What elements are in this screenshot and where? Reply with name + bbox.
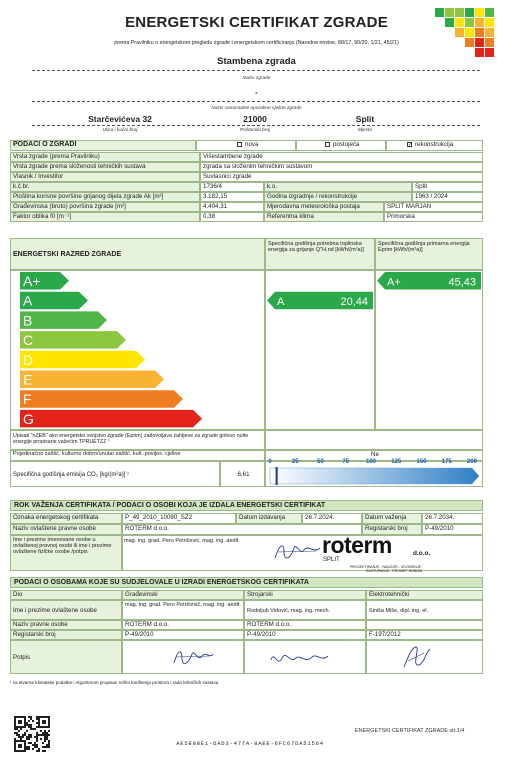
roterm-logo-suffix: d.o.o. [413, 550, 431, 557]
energy-class-label: C [23, 332, 34, 349]
climate-label: Referentna klima [264, 212, 384, 222]
co2-scale-tick: 75 [342, 459, 350, 465]
heat-column-heading: Specifična godišnja potrebna toplinska energija za grijanje Q''H,nd [kWh/(m²a)] [265, 238, 375, 270]
signature-image [170, 645, 215, 669]
ko-label: k.o. [264, 182, 412, 192]
persons-mechanical-company: ROTERM d.o.o. [244, 620, 366, 630]
row-label: Vrsta zgrade (prema Pravilniku) [10, 152, 200, 162]
kc-value: 1736/4 [200, 182, 264, 192]
roterm-tagline-1: PROJEKTIRANJE - NADZOR - IZVOĐENJE [350, 565, 422, 569]
row-value: Suvlasnici zgrade [200, 172, 483, 182]
persons-mechanical-reg: P-49/2010 [244, 630, 366, 640]
expiry-value: 26.7.2034. [422, 513, 483, 524]
primary-column-heading: Specifična godišnja primarna energija Eprim [kWh/(m²a)] [375, 238, 483, 270]
cultural-label: Pojedinačno zaštić. kulturno dobro/unutar zaštić. kult.-povijes. cjeline [10, 450, 265, 461]
co2-scale-tick: 0 [268, 459, 272, 465]
building-name: Stambena zgrada [217, 56, 296, 67]
year-value: 1963 / 2024 [412, 192, 483, 202]
row-value: Višestambene zgrade [200, 152, 483, 162]
document-title: ENERGETSKI CERTIFIKAT ZGRADE [125, 14, 388, 31]
energy-class-label: G [23, 410, 34, 427]
energy-class-label: E [23, 371, 33, 388]
energy-class-label: A [23, 292, 33, 309]
energy-class-label: F [23, 391, 32, 408]
shape-value: 0,38 [200, 212, 264, 222]
energy-section-heading: ENERGETSKI RAZRED ZGRADE [10, 238, 265, 270]
co2-scale-tick: 200 [466, 459, 478, 465]
page-number: ENERGETSKI CERTIFIKAT ZGRADE str.1/4 [355, 728, 465, 734]
city-value: Split [355, 114, 375, 124]
persons-head-civil: Građevinski [122, 590, 244, 600]
person-value: mag. ing. grad. Pero Petričević, mag. ing. aedif. [124, 538, 240, 544]
ko-value: Split [412, 182, 483, 192]
roterm-logo-city: SPLIT [323, 557, 340, 563]
street-value: Starčevićeva 32 [88, 114, 152, 124]
option-existing-label: postojeća [333, 141, 360, 148]
climate-value: Primorska [384, 212, 483, 222]
energy-class-label: D [23, 351, 34, 368]
persons-civil-company: ROTERM d.o.o. [122, 620, 244, 630]
reg-value: P-49/2010 [422, 524, 483, 535]
validity-section-heading: ROK VAŽENJA CERTIFIKATA / PODACI O OSOBI KOJA JE IZDALA ENERGETSKI CERTIFIKAT [10, 500, 483, 511]
nzeb-note: Upisati "nZEB" ako energetsko svojstvo zgrade (Eprim) zadovoljava zahtjeve za zgrade gotovo nulte energije propisane važećim TPRUETZZ ¹ [10, 430, 265, 450]
persons-head-part: Dio [10, 590, 122, 600]
co2-scale-tick: 175 [441, 459, 452, 465]
issue-label: Datum izdavanja [236, 513, 302, 524]
station-label: Mjerodavna meteorološka postaja [264, 202, 384, 212]
persons-head-electrical: Elektrotehnički [366, 590, 483, 600]
persons-electrical-reg: F-197/2012 [366, 630, 483, 640]
city-label: Mjesto [357, 128, 373, 133]
barcode-text: AE5E88E1-DAD3-477A-8AEE-6FC67DA51564 [176, 740, 324, 747]
company-label: Naziv ovlaštene pravne osobe [10, 524, 122, 535]
persons-section-heading: PODACI O OSOBAMA KOJE SU SUDJELOVALE U IZRADI ENERGETSKOG CERTIFIKATA [10, 577, 483, 588]
roterm-logo: roterm [322, 532, 392, 558]
co2-value: 6,61 [220, 461, 265, 487]
signature-image [270, 538, 325, 563]
row-label: Vrsta zgrade prema složenosti tehničkih sustava [10, 162, 200, 172]
footnote: ¹ za stvarne klimatske podatke i Algoritmom propisan režim korištenja prostora i rada tehničkih sustava [10, 680, 219, 685]
issue-value: 26.7.2024. [302, 513, 362, 524]
signature-image [268, 648, 330, 670]
co2-scale-tick: 100 [365, 459, 377, 465]
reg-label: Registarski broj [362, 524, 422, 535]
area-label: Ploština korisne površine grijanog dijela zgrade Ak [m²] [10, 192, 200, 202]
roterm-tagline-2: ZASTUPANJE · PROMET ROBOM [366, 569, 423, 573]
persons-electrical-name: Siniša Miše, dipl. ing. el. [366, 600, 483, 620]
document-subtitle: prema Pravilniku o energetskom pregledu zgrade i energetskom certificiranju (Narodne novine, 88/17, 90/20, 1/21, 45/21) [114, 40, 399, 46]
cultural-value: Ne [265, 450, 483, 461]
co2-scale-tick: 50 [317, 459, 324, 465]
checkbox-reconstruction-checked[interactable]: ✓ [408, 141, 413, 148]
co2-marker [276, 467, 278, 485]
co2-scale-tick: 125 [391, 459, 402, 465]
persons-head-mechanical: Strojarski [244, 590, 366, 600]
persons-row-label: Ime i prezime ovlaštene osobe [10, 600, 122, 620]
unit-name: - [255, 88, 258, 97]
area-value: 3.182,15 [200, 192, 264, 202]
expiry-label: Datum važenja [362, 513, 422, 524]
qr-code[interactable] [14, 716, 50, 752]
persons-row-label: Potpis [10, 640, 122, 674]
street-label: Ulica i kućni broj [102, 128, 138, 133]
heat-class-value: 20,44 [340, 296, 368, 309]
cert-value: P_49_2010_10090_SZ2 [122, 513, 236, 524]
primary-class-value: 45,43 [448, 276, 476, 289]
heat-class-letter: A [277, 296, 285, 309]
persons-civil-reg: P-49/2010 [122, 630, 244, 640]
station-value: SPLIT MARJAN [384, 202, 483, 212]
persons-civil-name: mag. ing. grad. Pero Petričević, mag. ing. aedif. [122, 600, 244, 620]
company-value: ROTERM d.o.o. [122, 524, 362, 535]
co2-label: Specifična godišnja emisija CO₂ [kg/(m²a)] ¹ [10, 461, 220, 487]
cert-label: Oznaka energetskog certifikata [10, 513, 122, 524]
kc-label: k.č.br. [10, 182, 200, 192]
energy-class-label: A+ [23, 273, 41, 289]
gross-label: Građevinska (bruto) površina zgrade [m²] [10, 202, 200, 212]
co2-scale-tick: 25 [291, 459, 299, 465]
postcode-label: Poštanski broj [239, 128, 271, 133]
persons-row-label: Registarski broj [10, 630, 122, 640]
building-section-heading: PODACI O ZGRADI [10, 140, 196, 151]
energy-class-label: B [23, 312, 33, 329]
persons-electrical-company [366, 620, 483, 630]
row-value: zgrada sa složenim tehničkim sustavom [200, 162, 483, 172]
persons-row-label: Naziv pravne osobe [10, 620, 122, 630]
row-label: Vlasnik / Investitor [10, 172, 200, 182]
unit-name-label: Naziv samostalne uporabne cjeline zgrade [211, 106, 302, 111]
co2-gradient-arrow [270, 468, 479, 484]
primary-class-letter: A+ [387, 276, 401, 289]
gross-value: 4.404,31 [200, 202, 264, 212]
option-reconstruction-label: rekonstrukcija [415, 141, 454, 148]
co2-scale-tick: 150 [416, 459, 427, 465]
persons-mechanical-name: Rodoljub Vidović, mag. ing. mech. [244, 600, 366, 620]
building-name-label: Naziv zgrade [242, 76, 271, 81]
person-label: Ime i prezime imenovane osobe u ovlaštenoj pravnoj osobi ili ime i prezime ovlaštene fizičke osobe /potpis [10, 535, 122, 571]
shape-label: Faktor oblika f0 [m⁻¹] [10, 212, 200, 222]
barcode [150, 722, 350, 740]
postcode-value: 21000 [243, 114, 267, 124]
option-new-label: nova [245, 141, 259, 148]
year-label: Godina izgradnje / rekonstrukcije [264, 192, 412, 202]
signature-image [398, 643, 433, 671]
